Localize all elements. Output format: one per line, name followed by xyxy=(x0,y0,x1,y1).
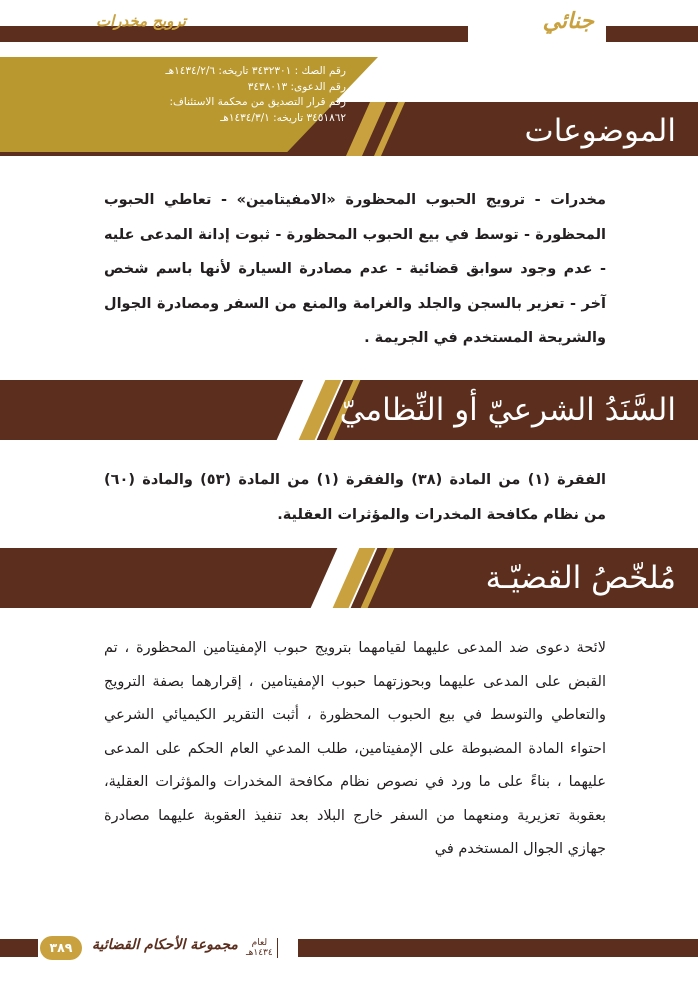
summary-title: مُلخّصُ القضيّـة xyxy=(485,560,676,596)
footer-bar-left xyxy=(0,939,38,957)
footer-bar-right xyxy=(298,939,698,957)
summary-text: لائحة دعوى ضد المدعى عليهما لقيامهما بترويج حبوب الإمفيتامين المحظورة ، تم القبض على المدعى عليهما وبحوزتهما حبوب الإمفيتامين ، إقرارهما بصفة الترويج والتعاطي والتوسط في بيع الحبوب المحظورة ، أثبت التقرير الكيميائي الشرعي احتواء المادة المضبوطة على الإمفيتامين، طلب المدعي العام الحكم على المدعى عليهما ، بناءً على ما ورد في نصوص نظام مكافحة المخدرات والمؤثرات العقلية، بعقوبة تعزيرية ومنعهما من السفر خارج البلاد بعد تنفيذ العقوبة عليهما مصادرة جهازي الجوال المستخدم في xyxy=(104,640,606,857)
case-info-line: رقم الدعوى: ٣٤٣٨٠١٣ xyxy=(247,80,346,93)
year-label: لعام xyxy=(251,938,268,948)
header-bar-left xyxy=(0,26,468,42)
basis-title: السَّنَدُ الشرعيّ أو النِّظاميّ xyxy=(339,392,676,428)
case-info xyxy=(16,64,346,126)
topics-text: مخدرات - ترويج الحبوب المحظورة «الامفيتامين» - تعاطي الحبوب المحظورة - توسط في بيع الحبوب المحظورة - ثبوت إدانة المدعى عليه - عدم وجود سوابق قضائية - عدم مصادرة السيارة لأنها باسم شخص آخر - تعزير بالسجن والجلد والغرامة والمنع من السفر ومصادرة الجوال والشريحة المستخدم في الجريمة . xyxy=(104,192,606,346)
publication-year xyxy=(246,938,278,958)
header-bar-right xyxy=(606,26,698,42)
page-number: ٣٨٩ xyxy=(40,936,82,960)
case-info-line: رقم قرار التصديق من محكمة الاستئناف: xyxy=(169,96,346,108)
year-value: ١٤٣٤هـ xyxy=(246,948,273,958)
case-info-line: ٣٤٥١٨٦٢ تاريخه: ١٤٣٤/٣/١هـ xyxy=(220,111,346,124)
topics-title: الموضوعات xyxy=(524,113,676,149)
publication-name: مجموعة الأحكام القضائية xyxy=(92,937,238,953)
basis-text: الفقرة (١) من المادة (٣٨) والفقرة (١) من المادة (٥٣) والمادة (٦٠) من نظام مكافحة المخدرات والمؤثرات العقلية. xyxy=(104,472,606,523)
header-subsection-title: ترويج مخدرات xyxy=(96,12,186,30)
case-info-line: رقم الصك : ٣٤٣٢٣٠١ تاريخه: ١٤٣٤/٢/٦هـ xyxy=(165,65,346,77)
header-section-title: جنائي xyxy=(542,8,594,34)
